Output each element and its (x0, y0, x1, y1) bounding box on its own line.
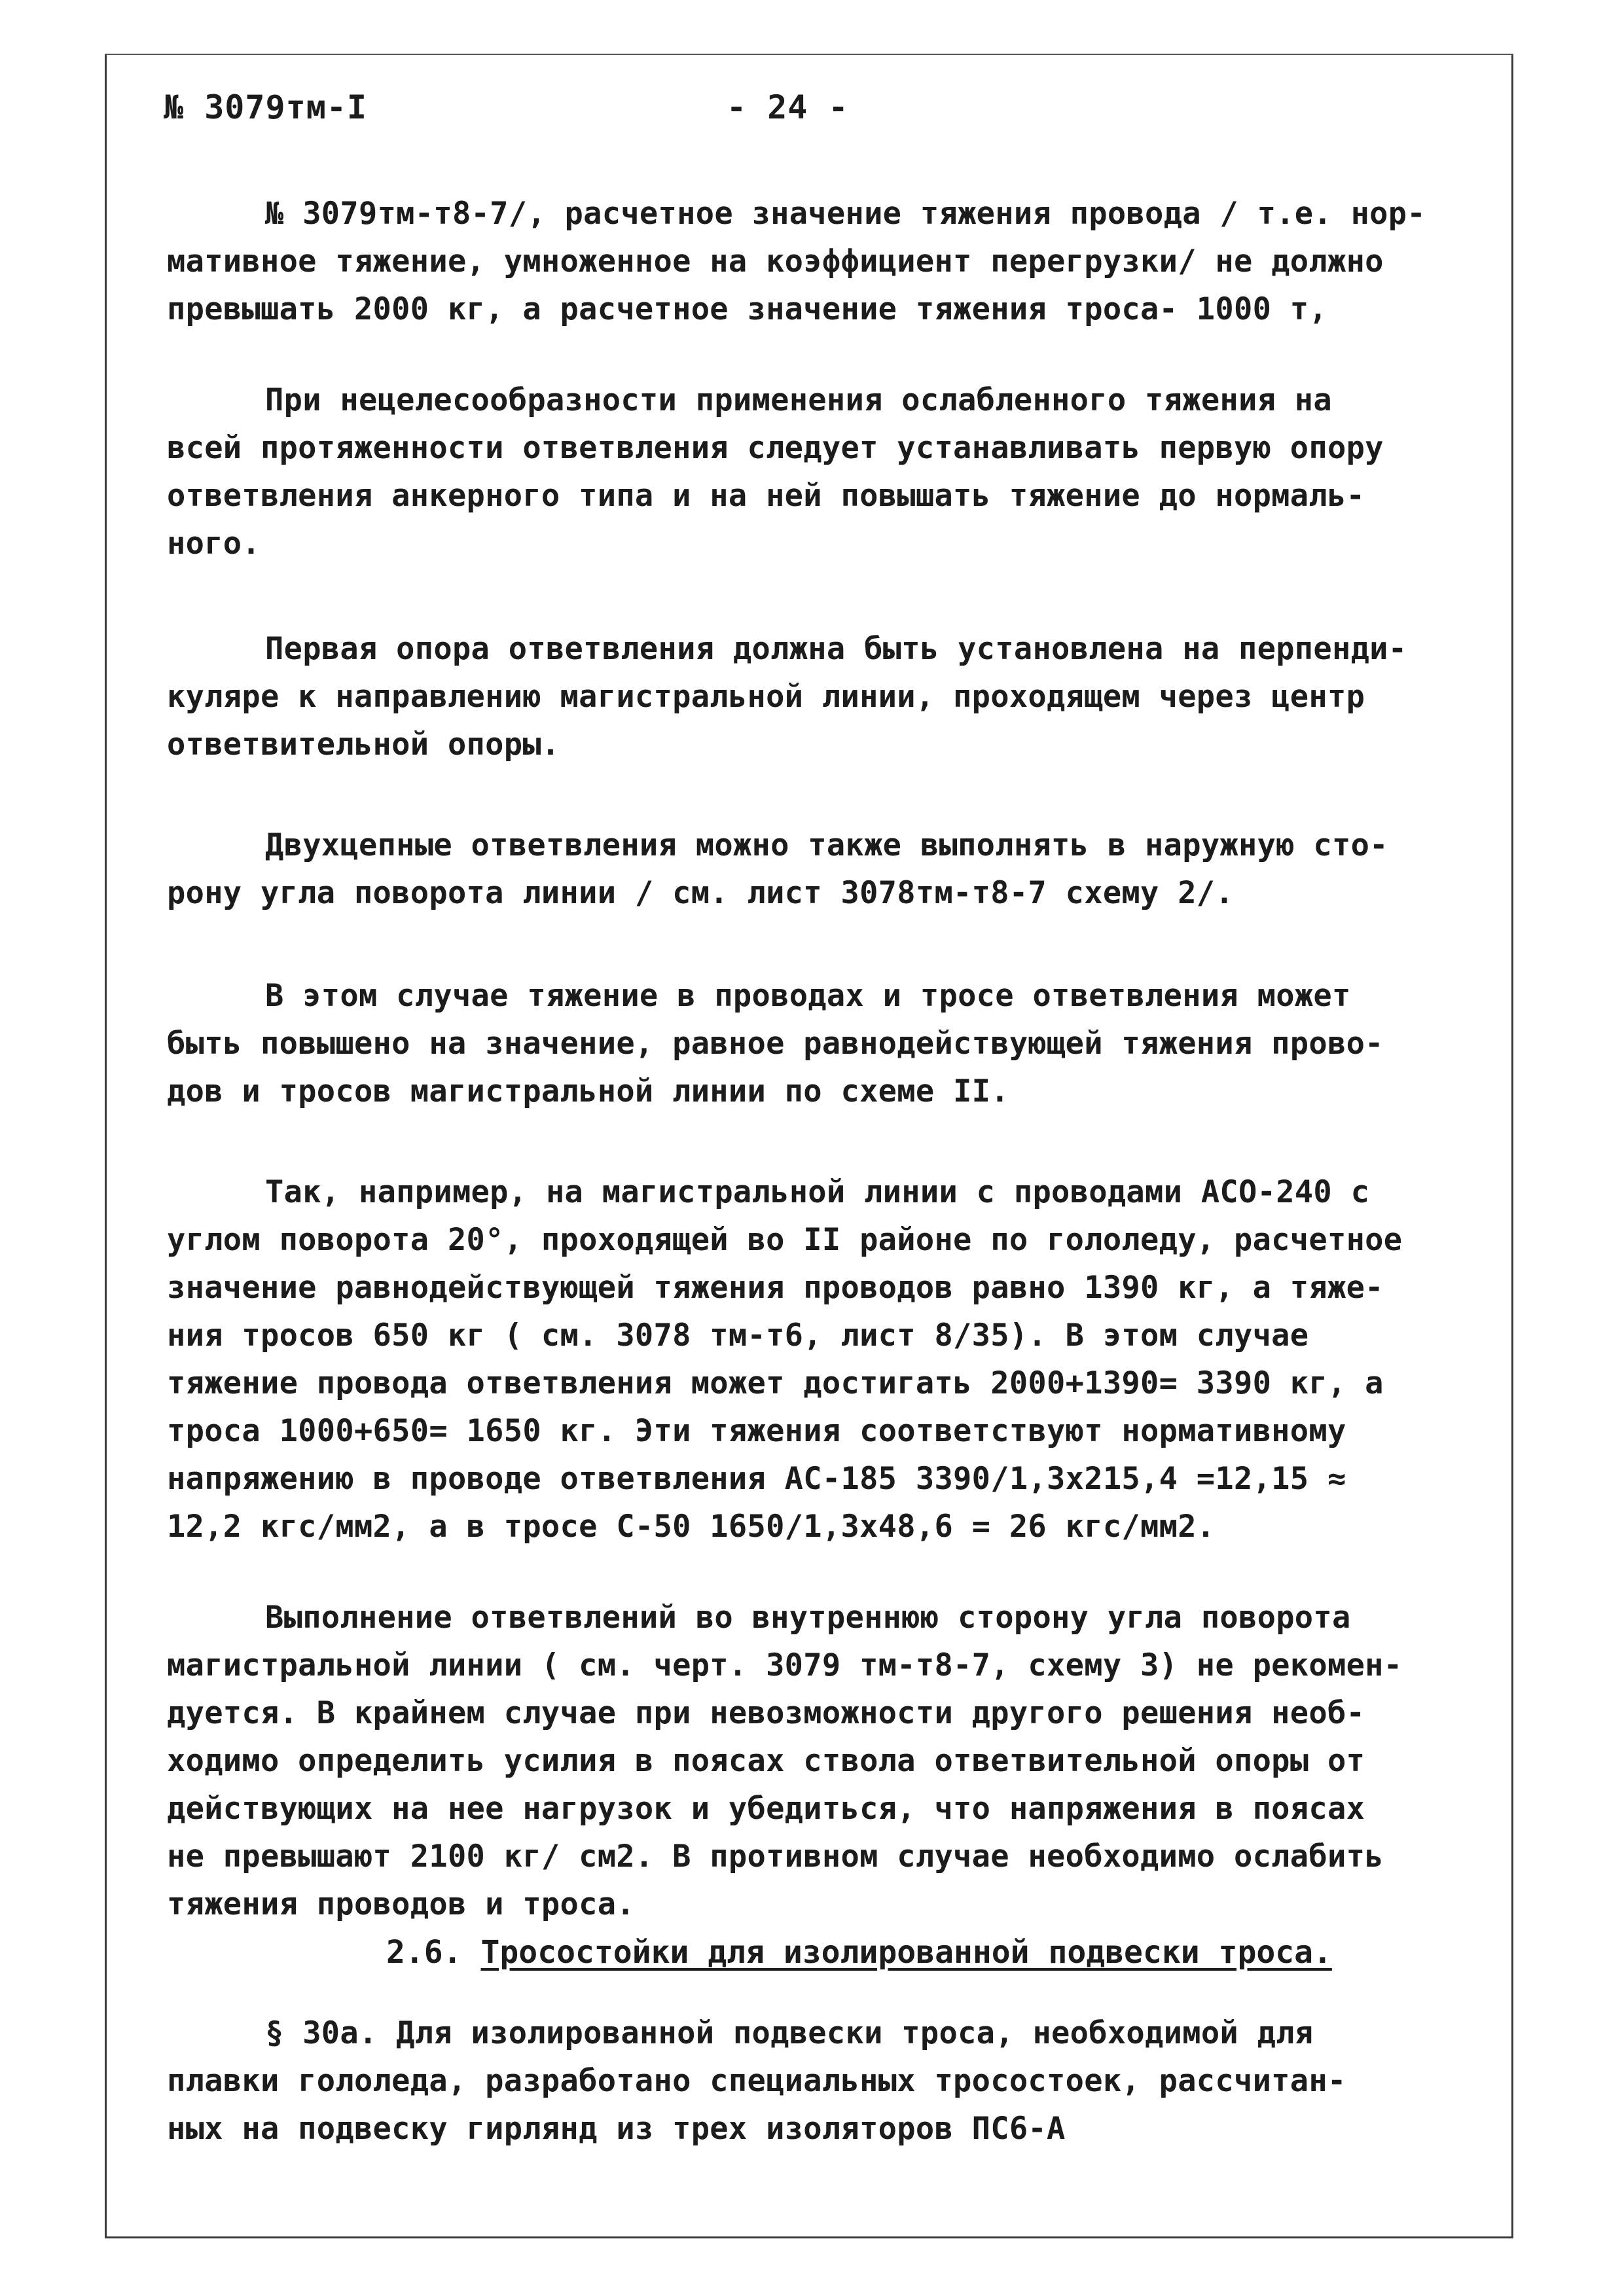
text-line: значение равнодействующей тяжения проводов равно 1390 кг, а тяже- (167, 1270, 1384, 1306)
text-line: тяжение провода ответвления может достигать 2000+1390= 3390 кг, а (167, 1365, 1384, 1401)
section-heading (386, 1934, 1332, 1971)
text-line: действующих на нее нагрузок и убедиться, что напряжения в поясах (167, 1791, 1365, 1827)
text-line: не превышают 2100 кг/ см2. В противном случае необходимо ослабить (167, 1839, 1384, 1874)
paragraph-2 (167, 376, 1483, 567)
text-line: Так, например, на магистральной линии с проводами АСО-240 с (265, 1174, 1370, 1210)
text-line: дов и тросов магистральной линии по схеме II. (167, 1073, 1009, 1109)
text-line: дуется. В крайнем случае при невозможности другого решения необ- (167, 1695, 1365, 1731)
text-line: магистральной линии ( см. черт. 3079 тм-т8-7, схему 3) не рекомен- (167, 1647, 1403, 1683)
paragraph-8 (167, 2009, 1483, 2153)
paragraph-1 (167, 190, 1483, 333)
text-line: превышать 2000 кг, а расчетное значение тяжения троса- 1000 т, (167, 291, 1327, 327)
section-title-text: Тросостойки для изолированной подвески троса. (480, 1934, 1332, 1971)
text-line: ния тросов 650 кг ( см. 3078 тм-т6, лист 8/35). В этом случае (167, 1318, 1309, 1354)
text-line: быть повышено на значение, равное равнодействующей тяжения прово- (167, 1026, 1384, 1062)
paragraph-6 (167, 1168, 1483, 1551)
paragraph-4 (167, 821, 1483, 917)
paragraph-3 (167, 625, 1483, 768)
text-line: Выполнение ответвлений во внутреннюю сторону угла поворота (265, 1600, 1351, 1636)
text-line: троса 1000+650= 1650 кг. Эти тяжения соответствуют нормативному (167, 1413, 1346, 1449)
text-line: тяжения проводов и троса. (167, 1886, 635, 1922)
text-line: плавки гололеда, разработано специальных тросостоек, рассчитан- (167, 2063, 1346, 2099)
text-line: рону угла поворота линии / см. лист 3078тм-т8-7 схему 2/. (167, 875, 1234, 911)
text-line: всей протяженности ответвления следует устанавливать первую опору (167, 430, 1384, 466)
paragraph-5 (167, 972, 1483, 1115)
text-line: ответвления анкерного типа и на ней повышать тяжение до нормаль- (167, 478, 1365, 514)
text-line: ного. (167, 526, 261, 562)
section-number: 2.6. (386, 1934, 462, 1971)
text-line: 12,2 кгс/мм2, а в тросе С-50 1650/1,3х48,6 = 26 кгс/мм2. (167, 1509, 1216, 1545)
text-line: куляре к направлению магистральной линии, проходящем через центр (167, 679, 1365, 715)
text-line: В этом случае тяжение в проводах и тросе ответвления может (265, 978, 1351, 1014)
text-line: § 30а. Для изолированной подвески троса, необходимой для (265, 2015, 1314, 2051)
paragraph-7 (167, 1594, 1483, 1928)
document-number: № 3079тм-I (164, 88, 368, 126)
text-line: мативное тяжение, умноженное на коэффициент перегрузки/ не должно (167, 243, 1384, 279)
text-line: Двухцепные ответвления можно также выполнять в наружную сто- (265, 827, 1388, 863)
text-line: ответвительной опоры. (167, 726, 560, 762)
text-line: № 3079тм-т8-7/, расчетное значение тяжения провода / т.е. нор- (265, 196, 1426, 232)
text-line: ходимо определить усилия в поясах ствола ответвительной опоры от (167, 1743, 1365, 1779)
text-line: напряжению в проводе ответвления АС-185 3390/1,3х215,4 =12,15 ≈ (167, 1461, 1346, 1497)
text-line: Первая опора ответвления должна быть установлена на перпенди- (265, 631, 1407, 667)
text-line: ных на подвеску гирлянд из трех изоляторов ПС6-А (167, 2111, 1066, 2147)
text-line: углом поворота 20°, проходящей во II районе по гололеду, расчетное (167, 1222, 1403, 1258)
text-line: При нецелесообразности применения ослабленного тяжения на (265, 382, 1332, 418)
page-number: - 24 - (727, 88, 849, 126)
